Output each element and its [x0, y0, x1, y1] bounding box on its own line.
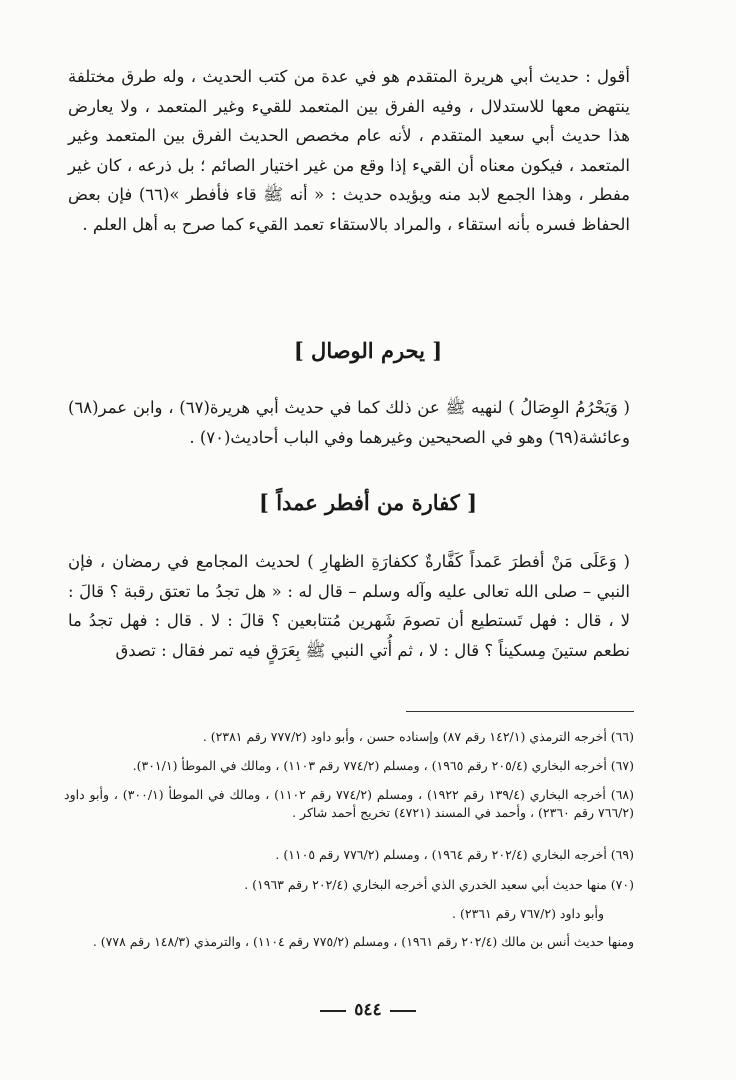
footnote-70-anas: ومنها حديث أنس بن مالك (٢٠٢/٤ رقم ١٩٦١) ، ومسلم (٧٧٥/٢ رقم ١١٠٤) ، والترمذي (١٤٨/٣ رقم ٧٧٨) .	[92, 934, 634, 949]
footnote-67: (٦٧) أخرجه البخاري (٢٠٥/٤ رقم ١٩٦٥) ، ومسلم (٧٧٤/٢ رقم ١١٠٣) ، ومالك في الموطأ (٣٠١/١).	[132, 758, 634, 773]
footnote-70-continued: وأبو داود (٧٦٧/٢ رقم ٢٣٦١) .	[452, 906, 604, 921]
page-number	[0, 1000, 736, 1020]
dash-decoration	[320, 1010, 346, 1012]
dash-decoration	[390, 1010, 416, 1012]
section-heading-kaffara: [ كفارة من أفطر عمداً ]	[258, 490, 478, 515]
intro-paragraph: أقول : حديث أبي هريرة المتقدم هو في عدة من كتب الحديث ، وله طرق مختلفة ينتهض معها للاستدلال ، وفيه الفرق بين المتعمد للقيء وغير المتعمد ، ولا يعارض هذا حديث أبي سعيد المتقدم ، لأنه عام مخصص الحديث الفرق بين المتعمد وغير المتعمد ، فيكون معناه أن القيء إذا وقع من غير اختيار الصائم ؛ بل ذرعه ، كان غير مفطر ، وهذا الجمع لابد منه ويؤيده حديث : « أنه ﷺ قاء فأفطر »(٦٦) فإن بعض الحفاظ فسره بأنه استقاء ، والمراد بالاستقاء تعمد القيء كما صرح به أهل العلم .	[68, 67, 630, 234]
footnote-66: (٦٦) أخرجه الترمذي (١٤٢/١ رقم ٨٧) وإسناده حسن ، وأبو داود (٧٧٧/٢ رقم ٢٣٨١) .	[202, 729, 634, 744]
footnote-70: (٧٠) منها حديث أبي سعيد الخدري الذي أخرجه البخاري (٢٠٢/٤ رقم ١٩٦٣) .	[244, 877, 634, 892]
page-number-text: ٥٤٤	[354, 1000, 382, 1020]
footnote-68: (٦٨) أخرجه البخاري (١٣٩/٤ رقم ١٩٢٢) ، ومسلم (٧٧٤/٢ رقم ١١٠٢) ، ومالك في الموطأ (٣٠٠/١) ، وأبو داود (٧٦٦/٢ رقم ٢٣٦٠) ، وأحمد في المسند (٤٧٢١) تخريج أحمد شاكر .	[64, 787, 635, 820]
wisal-paragraph: ( وَيَحْرُمُ الوِصَالُ ) لنهيه ﷺ عن ذلك كما في حديث أبي هريرة(٦٧) ، وابن عمر(٦٨) وعائشة(٦٩) وهو في الصحيحين وغيرهما وفي الباب أحاديث(٧٠) .	[68, 398, 630, 447]
footnote-separator	[406, 711, 634, 712]
kaffara-paragraph: ( وَعَلَى مَنْ أفطرَ عَمداً كَفَّارةٌ ككفارَةِ الظهارِ ) لحديث المجامع في رمضان ، فإن النبي – صلى الله تعالى عليه وآله وسلم – قال له : « هل تجدُ ما تعتق رقبة ؟ قالَ : لا ، قال : فهل تَستطيع أن تصومَ شَهرين مُتتابعين ؟ قالَ : لا . قال : فهل تجدُ ما نطعم ستينَ مِسكيناً ؟ قال : لا ، ثم أُتي النبي ﷺ بِعَرَقٍ فيه تمر فقال : تصدق	[68, 552, 630, 660]
section-heading-wisal: [ يحرم الوصال ]	[293, 338, 443, 363]
footnote-69: (٦٩) أخرجه البخاري (٢٠٢/٤ رقم ١٩٦٤) ، ومسلم (٧٧٦/٢ رقم ١١٠٥) .	[275, 847, 634, 862]
